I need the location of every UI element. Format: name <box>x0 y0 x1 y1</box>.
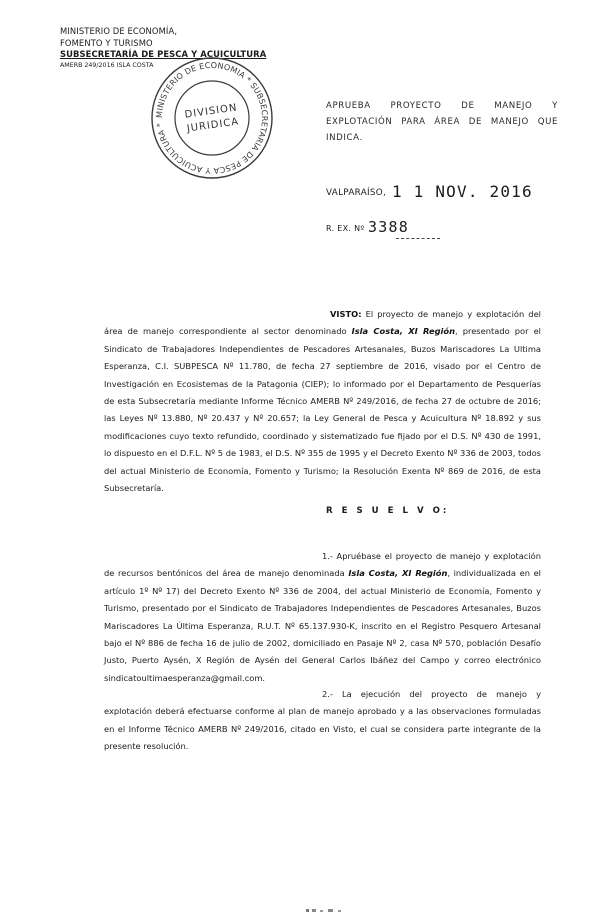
visto-text-2: , presentado por el Sindicato de Trabajadores Independientes de Pescadores Artesanales, Buzos Mariscadores La Ultima Esperanza, C.I. SUBPESCA Nº 11.780, de fecha 27 septiembre de 2016, visado por el Centro de Investigación en Ecosistemas de la Patagonia (CIEP); lo informado por el Departamento de Pesquerías de esta Subsecretaría mediante Informe Técnico AMERB Nº 249/2016, de fecha 27 de octubre de 2016; las Leyes Nº 13.880, Nº 20.437 y Nº 20.657; la Ley General de Pesca y Acuicultura Nº 18.892 y sus modificaciones cuyo texto refundido, coordinado y sistematizado fue fijado por el D.S. Nº 430 de 1991, lo dispuesto en el D.F.L. Nº 5 de 1983, el D.S. Nº 355 de 1995 y el Decreto Exento Nº 336 de 2003, todos del actual Ministerio de Economía, Fomento y Turismo; la Resolución Exenta Nº 869 de 2016, de esta Subsecretaría. <box>104 326 541 494</box>
point-1-sector: Isla Costa, XI Región <box>348 568 448 579</box>
letterhead-ministry: MINISTERIO DE ECONOMÍA, <box>60 26 178 36</box>
resolution-subject: APRUEBA PROYECTO DE MANEJO Y EXPLOTACIÓN PARA ÁREA DE MANEJO QUE INDICA. <box>326 101 558 143</box>
division-juridica-stamp <box>148 54 276 182</box>
stamp-center-line-2: JURIDICA <box>186 116 240 135</box>
visto-paragraph <box>104 306 541 497</box>
letterhead-reference: AMERB 249/2016 ISLA COSTA <box>60 61 154 69</box>
resolution-number-label: R. EX. Nº <box>326 224 365 233</box>
letterhead-undersecretary: SUBSECRETARÍA DE PESCA Y ACUICULTURA <box>60 49 267 59</box>
visto-label: VISTO: <box>330 309 362 319</box>
scan-specks <box>306 908 366 914</box>
resolution-number: 3388 <box>368 218 409 236</box>
stamp-ring-text: MINISTERIO DE ECONOMIA * SUBSECRETARIA DE PESCA Y ACUICULTURA * <box>154 60 270 176</box>
stamp-center-line-1: DIVISION <box>184 102 239 121</box>
resolution-number-underline <box>396 238 440 239</box>
visto-text-1: El proyecto de manejo y explotación del área de manejo correspondiente al sector denominado <box>104 309 541 337</box>
letterhead-ministry-2: FOMENTO Y TURISMO <box>60 37 153 48</box>
issue-place: VALPARAÍSO, <box>326 188 387 198</box>
resolution-point-2: 2.- La ejecución del proyecto de manejo y explotación deberá efectuarse conforme al plan de manejo aprobado y a las observaciones formuladas en el Informe Técnico AMERB Nº 249/2016, citado en Visto, el cual se considera parte integrante de la presente resolución. <box>104 689 541 752</box>
issue-date: 1 1 NOV. 2016 <box>392 182 533 201</box>
visto-sector: Isla Costa, XI Región <box>351 326 455 337</box>
resolution-point-1 <box>104 548 541 687</box>
resuelvo-heading: R E S U E L V O: <box>326 506 450 516</box>
stamp-outer-ring <box>152 58 272 178</box>
point-1-text-2: , individualizada en el artículo 1º Nº 17) del Decreto Exento Nº 336 de 2004, del actual Ministerio de Economía, Fomento y Turismo, presentado por el Sindicato de Trabajadores Independientes de Pescadores Artesanales, Buzos Mariscadores La Última Esperanza, R.U.T. Nº 65.137.930-K, inscrito en el Registro Pesquero Artesanal bajo el Nº 886 de fecha 16 de julio de 2002, domiciliado en Pasaje Nº 2, casa Nº 570, población Desafío Justo, Puerto Aysén, X Región de Aysén del General Carlos Ibáñez del Campo y correo electrónico sindicatoultimaesperanza@gmail.com. <box>104 568 541 683</box>
point-1-text-1: 1.- Apruébase el proyecto de manejo y explotación de recursos bentónicos del área de manejo denominada <box>104 551 541 579</box>
